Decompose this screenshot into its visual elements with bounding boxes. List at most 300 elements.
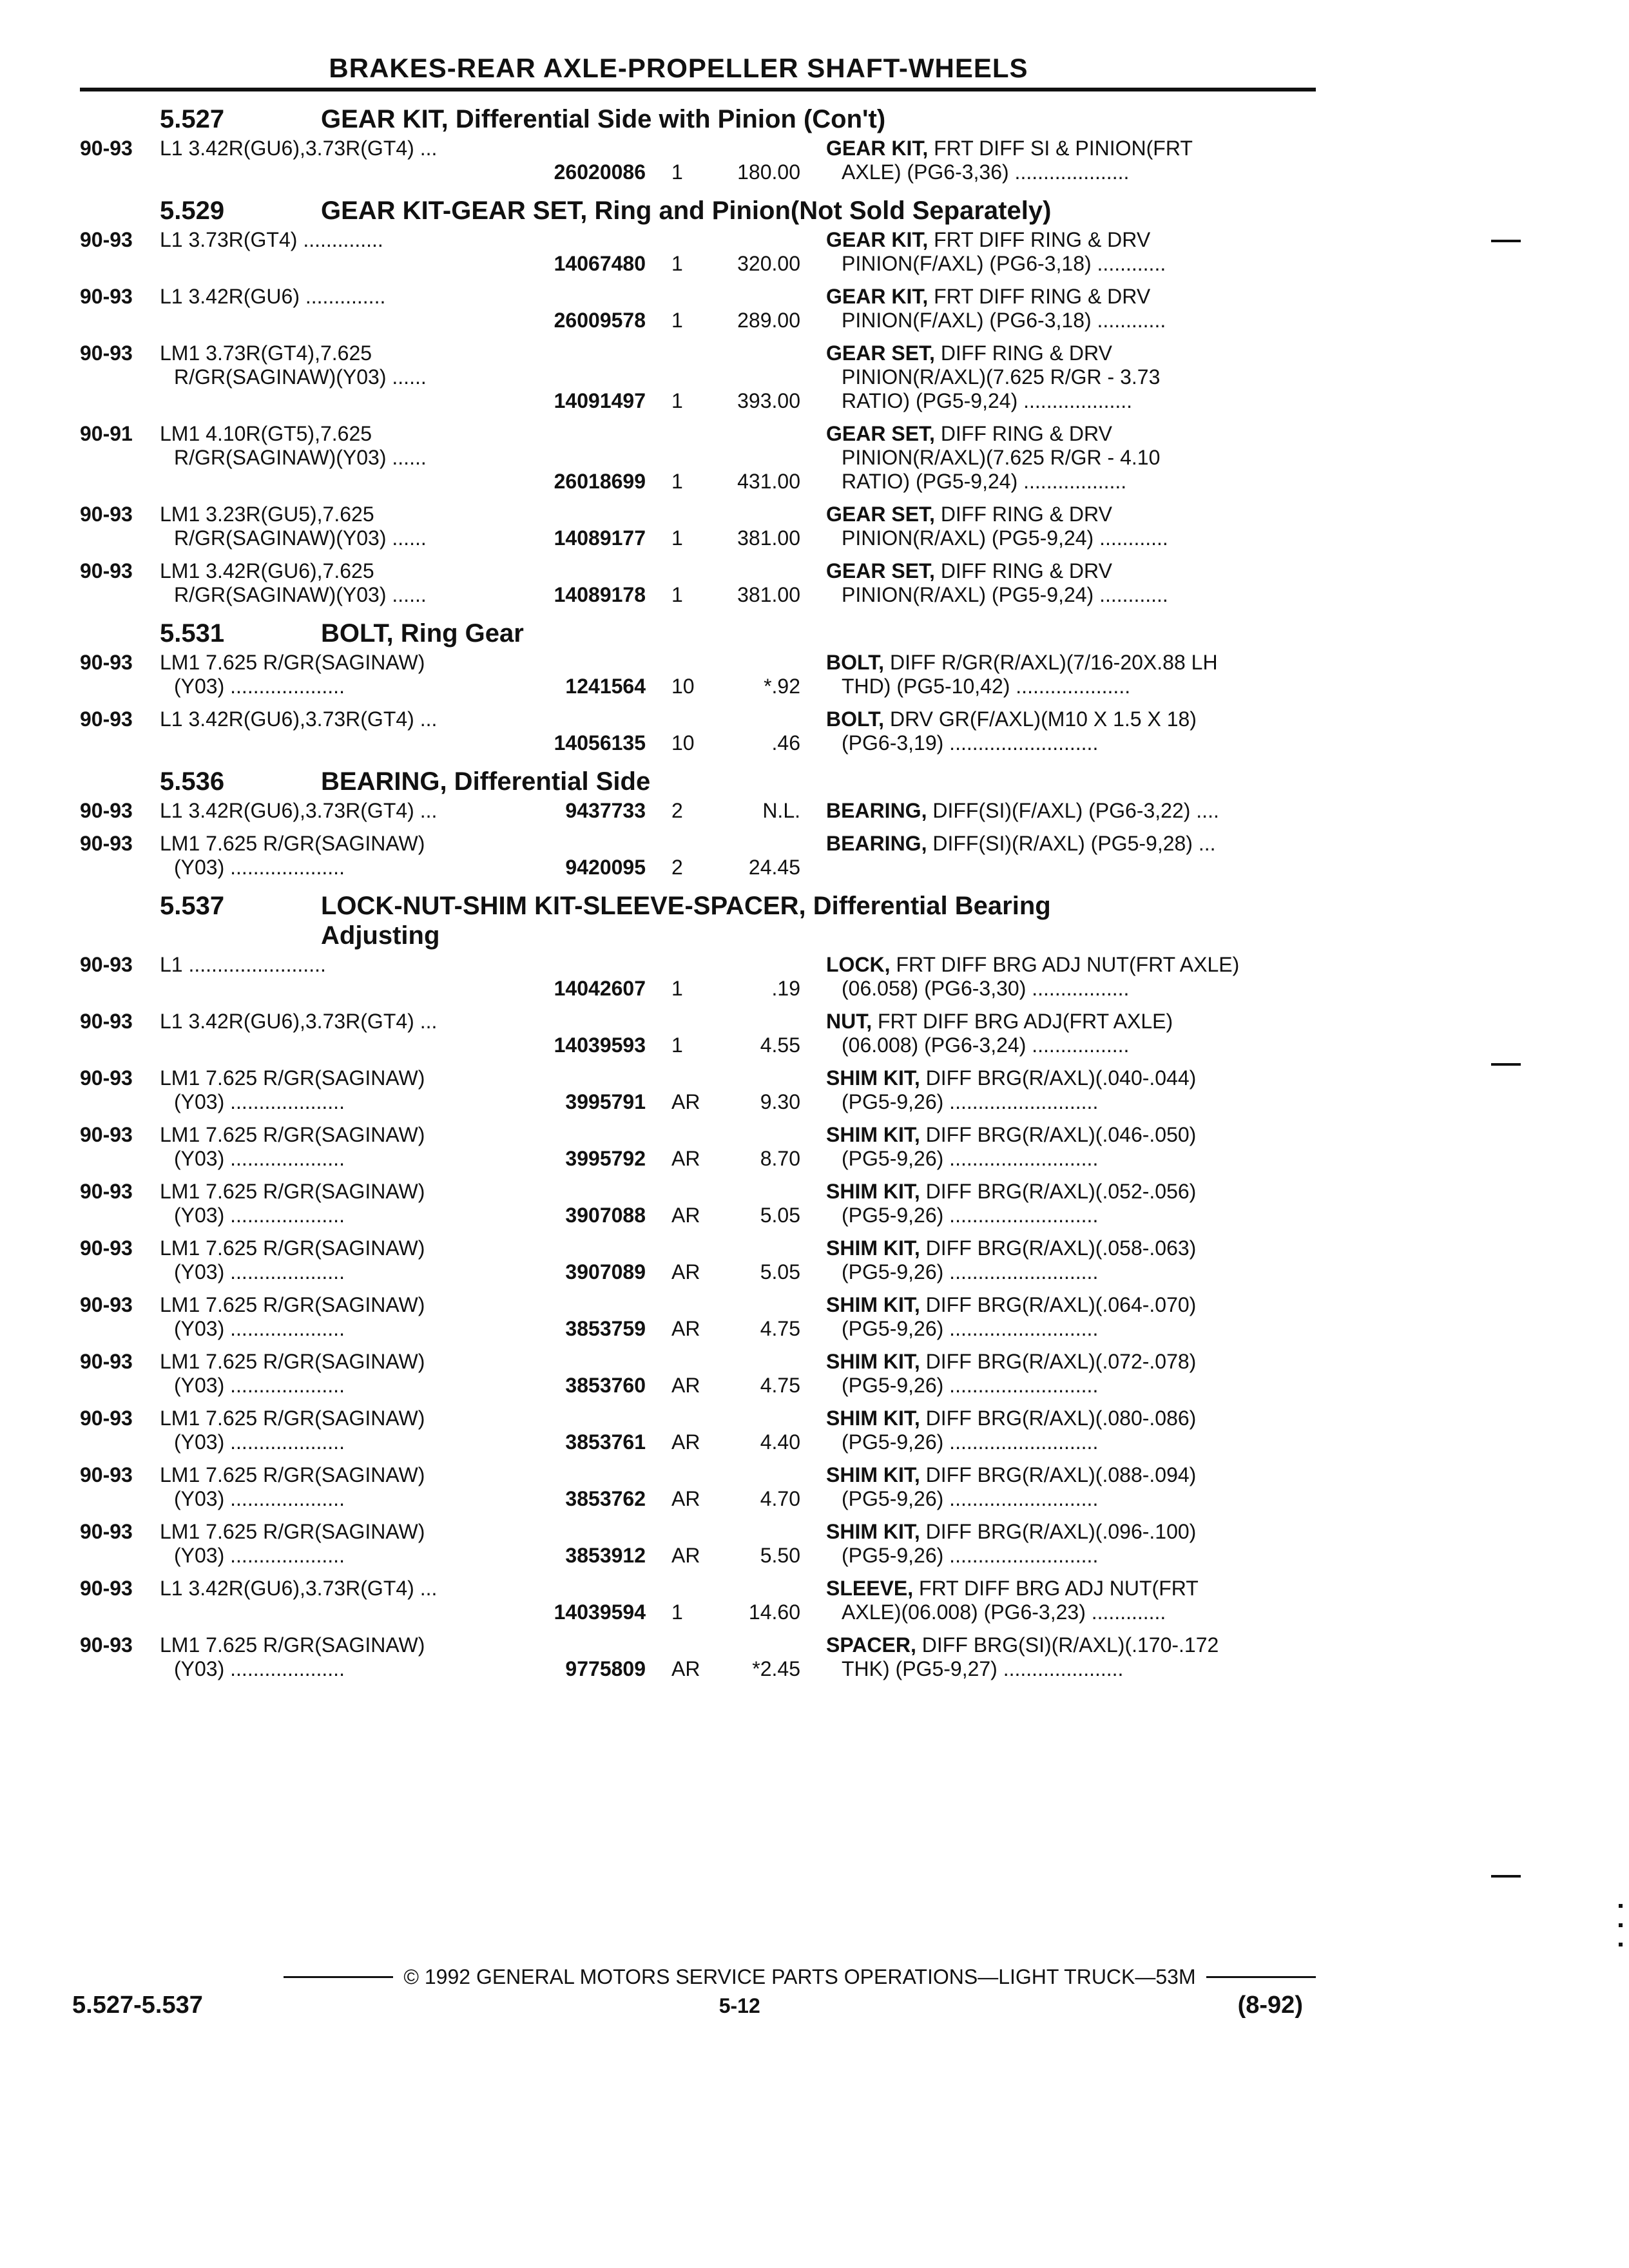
model-years: 90-93 (80, 799, 133, 822)
description-text: DIFF BRG(SI)(R/AXL)(.170-.172 (921, 1633, 1219, 1657)
description-text: (PG5-9,26) .......................... (842, 1260, 1099, 1283)
section-title: GEAR KIT-GEAR SET, Ring and Pinion(Not Sold Separately) (321, 197, 1052, 225)
application-line: (Y03) .................... (174, 1374, 345, 1397)
description-text: (06.058) (PG6-3,30) ................. (842, 977, 1130, 1000)
part-row (80, 832, 1316, 879)
description-line (826, 228, 1316, 252)
section-title: BOLT, Ring Gear (321, 619, 524, 648)
application-line: LM1 3.42R(GU6),7.625 (160, 559, 374, 582)
description-line (826, 341, 1316, 365)
price: 5.50 (760, 1544, 800, 1567)
description-line (826, 583, 1316, 607)
part-number: 14091497 (554, 389, 646, 412)
quantity: 1 (671, 470, 683, 493)
description-text: (PG5-9,26) .......................... (842, 1147, 1099, 1170)
application-line: LM1 4.10R(GT5),7.625 (160, 422, 372, 445)
part-row (80, 503, 1316, 550)
application (160, 1010, 517, 1057)
application-line: LM1 7.625 R/GR(SAGINAW) (160, 1463, 425, 1486)
quantity: 2 (671, 856, 683, 879)
description-line (826, 559, 1316, 583)
description (826, 341, 1316, 413)
part-number: 14042607 (554, 977, 646, 1000)
part-number: 3853759 (565, 1317, 646, 1340)
part-number: 9437733 (565, 799, 646, 822)
price: 393.00 (737, 389, 800, 412)
model-years: 90-93 (80, 1010, 133, 1033)
description-text: DIFF BRG(R/AXL)(.064-.070) (925, 1293, 1197, 1316)
description-text: DIFF BRG(R/AXL)(.040-.044) (925, 1066, 1197, 1090)
description-noun: SPACER, (826, 1633, 916, 1657)
part-number: 26018699 (554, 470, 646, 493)
quantity: AR (671, 1317, 700, 1340)
application-line: LM1 7.625 R/GR(SAGINAW) (160, 1407, 425, 1430)
description (826, 1407, 1316, 1454)
application (160, 1066, 517, 1114)
description-line (826, 503, 1316, 526)
description-line (826, 446, 1316, 470)
description (826, 422, 1316, 494)
description-line (826, 953, 1316, 977)
price: .19 (771, 977, 800, 1000)
part-row (80, 1463, 1316, 1511)
section-title: BEARING, Differential Side (321, 767, 651, 796)
application-line: R/GR(SAGINAW)(Y03) ...... (174, 446, 427, 469)
price: *2.45 (752, 1657, 800, 1680)
section-title-block (321, 196, 1316, 226)
description-line (826, 1010, 1316, 1033)
description-line (826, 1066, 1316, 1090)
description-line (826, 1350, 1316, 1374)
description-text: (06.008) (PG6-3,24) ................. (842, 1033, 1130, 1057)
model-years: 90-93 (80, 1293, 133, 1316)
application-line: L1 3.42R(GU6),3.73R(GT4) ... (160, 137, 438, 160)
description-text: FRT DIFF SI & PINION(FRT (934, 137, 1193, 160)
part-row (80, 1010, 1316, 1057)
description-line (826, 1544, 1316, 1568)
description-noun: SHIM KIT, (826, 1407, 920, 1430)
price: 5.05 (760, 1260, 800, 1283)
description-noun: BEARING, (826, 799, 927, 822)
price: 5.05 (760, 1204, 800, 1227)
part-row (80, 651, 1316, 698)
description-noun: BEARING, (826, 832, 927, 855)
application-line: (Y03) .................... (174, 1657, 345, 1680)
application (160, 1407, 517, 1454)
price: 289.00 (737, 309, 800, 332)
section-title-block (321, 767, 1316, 796)
description-line (826, 137, 1316, 160)
quantity: 1 (671, 252, 683, 275)
application-line: (Y03) .................... (174, 675, 345, 698)
part-row (80, 1180, 1316, 1227)
description-noun: GEAR SET, (826, 422, 935, 445)
part-row (80, 228, 1316, 276)
part-row (80, 341, 1316, 413)
description (826, 285, 1316, 332)
application (160, 1577, 517, 1624)
description-line (826, 422, 1316, 446)
model-years: 90-93 (80, 1066, 133, 1090)
application-line: LM1 7.625 R/GR(SAGINAW) (160, 1066, 425, 1090)
description-line (826, 470, 1316, 494)
part-number: 3995792 (565, 1147, 646, 1170)
footer-row (72, 1992, 1316, 2019)
description-text: DIFF BRG(R/AXL)(.072-.078) (925, 1350, 1197, 1373)
section-heading (80, 619, 1316, 648)
quantity: 2 (671, 799, 683, 822)
description (826, 228, 1316, 276)
description-noun: GEAR KIT, (826, 137, 929, 160)
application-line: L1 3.42R(GU6),3.73R(GT4) ... (160, 707, 438, 731)
description-line (826, 1317, 1316, 1341)
description-line (826, 799, 1316, 823)
application (160, 707, 517, 755)
description-text: DIFF RING & DRV (940, 341, 1112, 365)
description-noun: SHIM KIT, (826, 1293, 920, 1316)
description (826, 1350, 1316, 1398)
description-noun: SHIM KIT, (826, 1066, 920, 1090)
description-line (826, 1090, 1316, 1114)
application-line: R/GR(SAGINAW)(Y03) ...... (174, 365, 427, 389)
section-title-block (321, 104, 1316, 134)
application-line: LM1 7.625 R/GR(SAGINAW) (160, 1180, 425, 1203)
quantity: AR (671, 1374, 700, 1397)
description-line (826, 731, 1316, 755)
footer-rule-right (1206, 1976, 1316, 1978)
part-number: 26020086 (554, 160, 646, 184)
description-line (826, 1577, 1316, 1600)
description (826, 1463, 1316, 1511)
model-years: 90-93 (80, 1123, 133, 1146)
model-years: 90-93 (80, 1180, 133, 1203)
page-header (80, 53, 1316, 91)
part-number: 14089177 (554, 526, 646, 550)
model-years: 90-93 (80, 1577, 133, 1600)
description-line (826, 309, 1316, 332)
section-title-cont: Adjusting (321, 921, 440, 950)
description-text: (PG6-3,19) .......................... (842, 731, 1099, 754)
price: 4.75 (760, 1317, 800, 1340)
description-line (826, 707, 1316, 731)
application (160, 422, 517, 494)
section-heading (80, 104, 1316, 134)
description-text: DIFF(SI)(F/AXL) (PG6-3,22) .... (932, 799, 1219, 822)
description-text: (PG5-9,26) .......................... (842, 1317, 1099, 1340)
description-line (826, 252, 1316, 276)
application-line: (Y03) .................... (174, 1430, 345, 1454)
description-line (826, 1487, 1316, 1511)
price: *.92 (764, 675, 800, 698)
application-line: (Y03) .................... (174, 1260, 345, 1283)
section-heading (80, 891, 1316, 950)
model-years: 90-93 (80, 137, 133, 160)
part-number: 3853912 (565, 1544, 646, 1567)
model-years: 90-93 (80, 503, 133, 526)
description-noun: SHIM KIT, (826, 1350, 920, 1373)
price: 24.45 (748, 856, 800, 879)
model-years: 90-93 (80, 285, 133, 308)
description-text: DIFF RING & DRV (940, 503, 1112, 526)
description-text: THK) (PG5-9,27) ..................... (842, 1657, 1124, 1680)
application-line: LM1 7.625 R/GR(SAGINAW) (160, 1350, 425, 1373)
description-line (826, 1407, 1316, 1430)
revision-mark (1491, 1875, 1521, 1878)
application-line: LM1 7.625 R/GR(SAGINAW) (160, 1633, 425, 1657)
application-line: LM1 7.625 R/GR(SAGINAW) (160, 1123, 425, 1146)
application-line: (Y03) .................... (174, 1204, 345, 1227)
description-line (826, 1374, 1316, 1398)
model-years: 90-93 (80, 228, 133, 251)
description-noun: BOLT, (826, 707, 885, 731)
quantity: 10 (671, 731, 695, 754)
description-line (826, 1147, 1316, 1171)
description-text: (PG5-9,26) .......................... (842, 1544, 1099, 1567)
quantity: AR (671, 1430, 700, 1454)
price: 180.00 (737, 160, 800, 184)
application-line: L1 3.42R(GU6),3.73R(GT4) ... (160, 1010, 438, 1033)
description-text: (PG5-9,26) .......................... (842, 1374, 1099, 1397)
part-number: 3853762 (565, 1487, 646, 1510)
application-line: LM1 7.625 R/GR(SAGINAW) (160, 832, 425, 855)
application-line: (Y03) .................... (174, 1544, 345, 1567)
description-text: (PG5-9,26) .......................... (842, 1204, 1099, 1227)
part-number: 3853761 (565, 1430, 646, 1454)
application-line: R/GR(SAGINAW)(Y03) ...... (174, 526, 427, 550)
description-text: DRV GR(F/AXL)(M10 X 1.5 X 18) (889, 707, 1197, 731)
part-number: 3995791 (565, 1090, 646, 1113)
description-line (826, 1633, 1316, 1657)
application (160, 228, 517, 276)
description (826, 1010, 1316, 1057)
description-text: DIFF(SI)(R/AXL) (PG5-9,28) ... (932, 832, 1216, 855)
application-line: LM1 7.625 R/GR(SAGINAW) (160, 1293, 425, 1316)
part-row (80, 1577, 1316, 1624)
application (160, 1350, 517, 1398)
section-number: 5.529 (160, 197, 225, 225)
description-noun: BOLT, (826, 651, 885, 674)
application-line: LM1 7.625 R/GR(SAGINAW) (160, 1520, 425, 1543)
description (826, 832, 1316, 879)
quantity: 1 (671, 1600, 683, 1624)
description-noun: LOCK, (826, 953, 891, 976)
price: 4.70 (760, 1487, 800, 1510)
scan-speck (1619, 1923, 1623, 1927)
description-line (826, 1204, 1316, 1227)
price: 381.00 (737, 583, 800, 606)
price: 9.30 (760, 1090, 800, 1113)
description (826, 1293, 1316, 1341)
description-line (826, 1236, 1316, 1260)
application (160, 651, 517, 698)
section-heading (80, 196, 1316, 226)
application-line: LM1 7.625 R/GR(SAGINAW) (160, 1236, 425, 1260)
application (160, 1633, 517, 1681)
description-text: FRT DIFF BRG ADJ NUT(FRT (919, 1577, 1199, 1600)
page-title: BRAKES-REAR AXLE-PROPELLER SHAFT-WHEELS (329, 53, 1028, 83)
part-row (80, 1633, 1316, 1681)
application-line: LM1 3.73R(GT4),7.625 (160, 341, 372, 365)
description-text: FRT DIFF BRG ADJ(FRT AXLE) (878, 1010, 1173, 1033)
quantity: AR (671, 1657, 700, 1680)
section-title: GEAR KIT, Differential Side with Pinion (Con't) (321, 105, 886, 133)
description-text: DIFF R/GR(R/AXL)(7/16-20X.88 LH (889, 651, 1218, 674)
model-years: 90-93 (80, 1463, 133, 1486)
model-years: 90-93 (80, 1633, 133, 1657)
footer-rule-left (284, 1976, 393, 1978)
application (160, 341, 517, 413)
application (160, 832, 517, 879)
description-text: PINION(R/AXL) (PG5-9,24) ............ (842, 526, 1168, 550)
part-number: 3907089 (565, 1260, 646, 1283)
part-row (80, 1407, 1316, 1454)
price: 4.75 (760, 1374, 800, 1397)
application-line: L1 3.42R(GU6),3.73R(GT4) ... (160, 799, 438, 822)
quantity: 1 (671, 977, 683, 1000)
part-number: 3907088 (565, 1204, 646, 1227)
description-text: FRT DIFF RING & DRV (934, 228, 1151, 251)
part-number: 14039594 (554, 1600, 646, 1624)
application-line: (Y03) .................... (174, 1317, 345, 1340)
description-line (826, 1520, 1316, 1544)
description-line (826, 285, 1316, 309)
price: 381.00 (737, 526, 800, 550)
model-years: 90-93 (80, 1350, 133, 1373)
description-line (826, 526, 1316, 550)
description-noun: GEAR SET, (826, 559, 935, 582)
part-row (80, 137, 1316, 184)
quantity: 10 (671, 675, 695, 698)
description-line (826, 1180, 1316, 1204)
quantity: 1 (671, 309, 683, 332)
description-noun: SHIM KIT, (826, 1123, 920, 1146)
price: 320.00 (737, 252, 800, 275)
quantity: AR (671, 1260, 700, 1283)
description-text: DIFF BRG(R/AXL)(.096-.100) (925, 1520, 1197, 1543)
price: 4.40 (760, 1430, 800, 1454)
model-years: 90-93 (80, 707, 133, 731)
application-line: LM1 3.23R(GU5),7.625 (160, 503, 374, 526)
part-row (80, 285, 1316, 332)
model-years: 90-93 (80, 1407, 133, 1430)
description (826, 1066, 1316, 1114)
revision-mark (1491, 240, 1521, 242)
section-number: 5.527 (160, 105, 225, 133)
part-number: 14056135 (554, 731, 646, 754)
quantity: AR (671, 1147, 700, 1170)
description-noun: GEAR SET, (826, 503, 935, 526)
description-text: PINION(F/AXL) (PG6-3,18) ............ (842, 309, 1166, 332)
section-title-block (321, 619, 1316, 648)
price: 8.70 (760, 1147, 800, 1170)
application-line: L1 3.42R(GU6) .............. (160, 285, 386, 308)
description-text: PINION(R/AXL)(7.625 R/GR - 4.10 (842, 446, 1161, 469)
description-text: DIFF BRG(R/AXL)(.046-.050) (925, 1123, 1197, 1146)
section-number: 5.537 (160, 892, 225, 920)
application-line: (Y03) .................... (174, 1147, 345, 1170)
description-noun: GEAR KIT, (826, 228, 929, 251)
description-text: DIFF BRG(R/AXL)(.058-.063) (925, 1236, 1197, 1260)
part-number: 3853760 (565, 1374, 646, 1397)
section-heading (80, 767, 1316, 796)
description-text: DIFF RING & DRV (940, 559, 1112, 582)
part-row (80, 1066, 1316, 1114)
description-text: DIFF BRG(R/AXL)(.080-.086) (925, 1407, 1197, 1430)
model-years: 90-93 (80, 1236, 133, 1260)
description (826, 651, 1316, 698)
description-line (826, 1123, 1316, 1147)
part-row (80, 1123, 1316, 1171)
model-years: 90-93 (80, 953, 133, 976)
description-line (826, 365, 1316, 389)
section-range: 5.527-5.537 (72, 1992, 203, 2019)
part-number: 14039593 (554, 1033, 646, 1057)
description-text: RATIO) (PG5-9,24) .................. (842, 470, 1127, 493)
quantity: AR (671, 1544, 700, 1567)
quantity: AR (671, 1487, 700, 1510)
application (160, 1236, 517, 1284)
page-footer (72, 1965, 1316, 2019)
part-row (80, 422, 1316, 494)
quantity: AR (671, 1204, 700, 1227)
application (160, 1180, 517, 1227)
model-years: 90-93 (80, 559, 133, 582)
revision-mark (1491, 1063, 1521, 1066)
description-line (826, 675, 1316, 698)
revision-date: (8-92) (1237, 1992, 1303, 2019)
copyright-line (80, 1965, 1316, 1989)
description (826, 503, 1316, 550)
application (160, 1293, 517, 1341)
quantity: 1 (671, 583, 683, 606)
part-number: 1241564 (565, 675, 646, 698)
description (826, 799, 1316, 823)
application (160, 1123, 517, 1171)
application (160, 799, 517, 823)
part-row (80, 559, 1316, 607)
application-line: (Y03) .................... (174, 1487, 345, 1510)
model-years: 90-93 (80, 832, 133, 855)
description-text: DIFF BRG(R/AXL)(.052-.056) (925, 1180, 1197, 1203)
description-line (826, 1293, 1316, 1317)
application (160, 503, 517, 550)
quantity: 1 (671, 160, 683, 184)
description-text: PINION(F/AXL) (PG6-3,18) ............ (842, 252, 1166, 275)
application-line: R/GR(SAGINAW)(Y03) ...... (174, 583, 427, 606)
description-noun: SHIM KIT, (826, 1180, 920, 1203)
description-text: PINION(R/AXL)(7.625 R/GR - 3.73 (842, 365, 1161, 389)
part-row (80, 1520, 1316, 1568)
description-text: RATIO) (PG5-9,24) ................... (842, 389, 1133, 412)
part-number: 14067480 (554, 252, 646, 275)
description (826, 1633, 1316, 1681)
description-line (826, 832, 1316, 856)
part-row (80, 799, 1316, 823)
section-title: LOCK-NUT-SHIM KIT-SLEEVE-SPACER, Differential Bearing (321, 892, 1051, 920)
description-noun: SLEEVE, (826, 1577, 914, 1600)
model-years: 90-93 (80, 651, 133, 674)
description-text: THD) (PG5-10,42) .................... (842, 675, 1131, 698)
description (826, 1577, 1316, 1624)
description-line (826, 977, 1316, 1001)
description-noun: SHIM KIT, (826, 1520, 920, 1543)
description-noun: GEAR KIT, (826, 285, 929, 308)
description-noun: SHIM KIT, (826, 1463, 920, 1486)
part-number: 9420095 (565, 856, 646, 879)
description-line (826, 160, 1316, 184)
description (826, 1123, 1316, 1171)
application (160, 285, 517, 332)
